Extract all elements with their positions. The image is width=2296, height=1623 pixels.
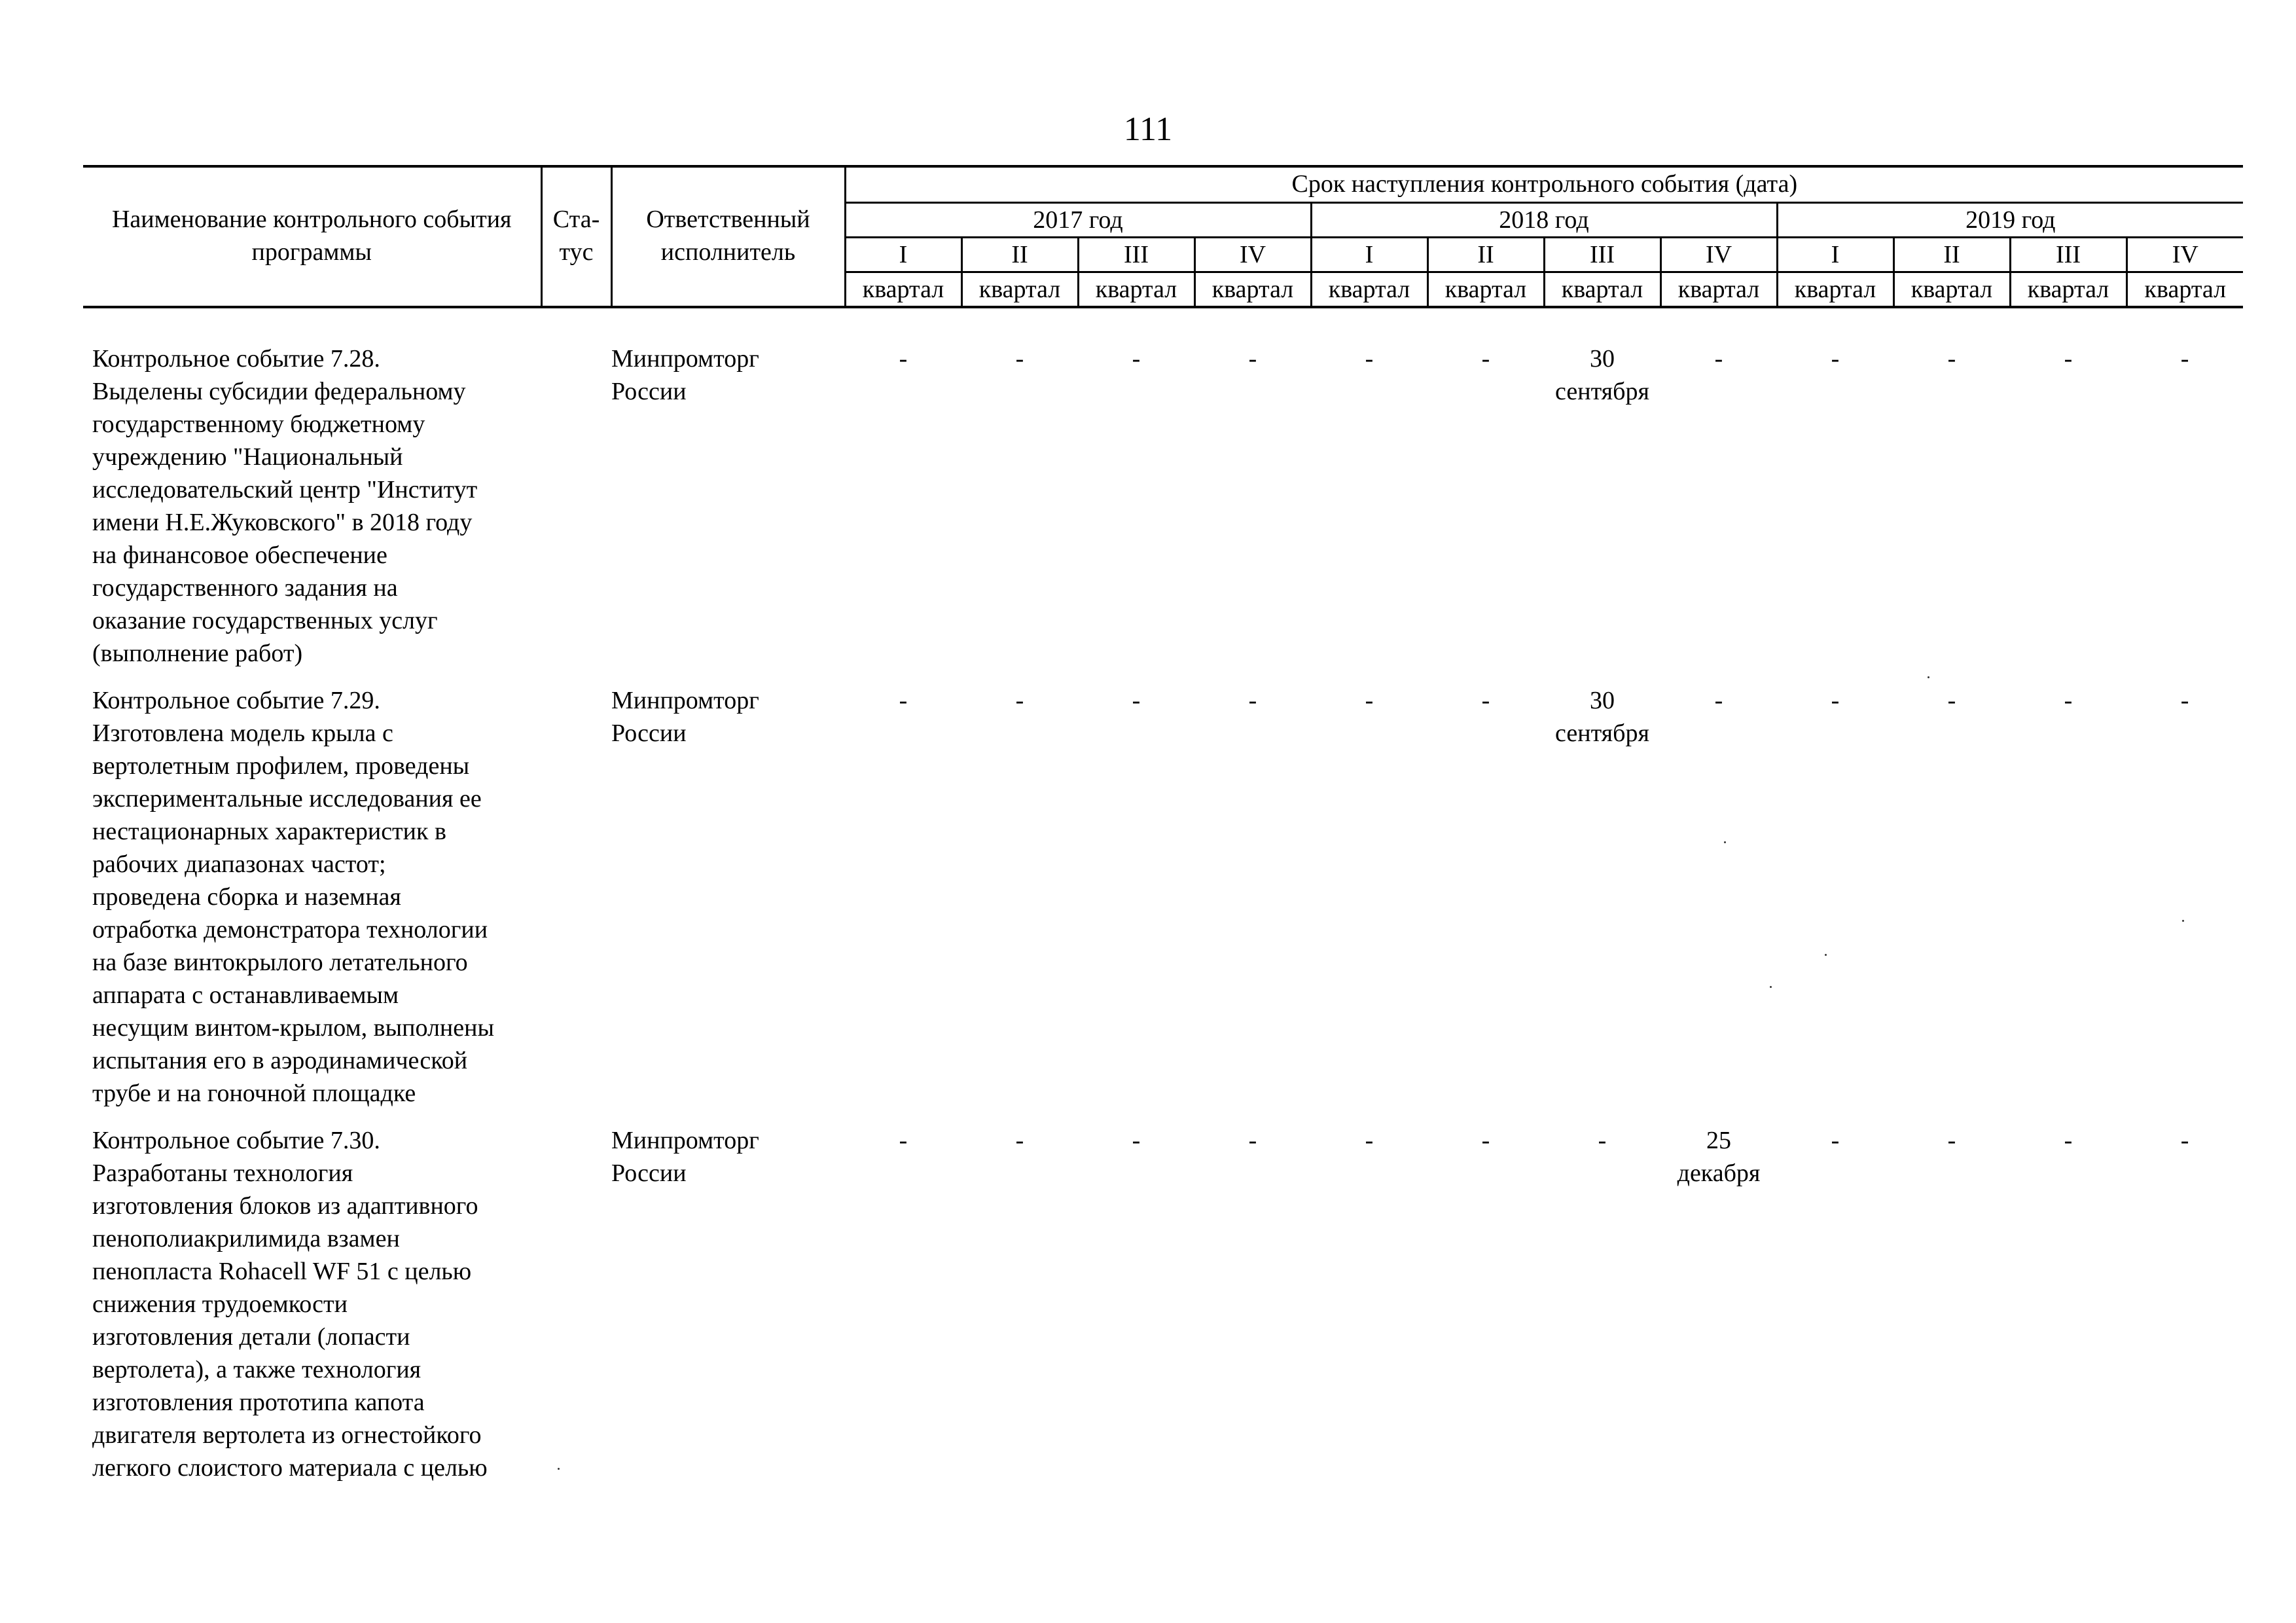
event-quarter-value: 30 bbox=[1590, 687, 1615, 714]
header-event-name bbox=[83, 166, 541, 307]
event-name-line: несущим винтом-крылом, выполнены bbox=[92, 1014, 494, 1042]
event-name-line: пенопласта Rohacell WF 51 с целью bbox=[92, 1258, 472, 1285]
header-quarter bbox=[1311, 238, 1427, 308]
header-quarter-word: квартал bbox=[846, 271, 961, 306]
event-quarter-value: - bbox=[1015, 345, 1024, 373]
event-name-line: учреждению "Национальный bbox=[92, 443, 403, 471]
event-quarter-cell bbox=[2010, 1124, 2126, 1484]
header-quarter bbox=[845, 238, 961, 308]
event-name-cell bbox=[83, 342, 541, 670]
event-executor-line: России bbox=[611, 720, 687, 747]
header-quarter bbox=[1194, 238, 1311, 308]
event-name-line: легкого слоистого материала с целью bbox=[92, 1454, 488, 1482]
header-quarter-number: IV bbox=[1705, 241, 1732, 268]
event-status-cell bbox=[541, 684, 611, 1110]
header-quarter-word: квартал bbox=[2011, 271, 2126, 306]
event-name-line: исследовательский центр "Институт bbox=[92, 476, 478, 503]
event-name-line: проведена сборка и наземная bbox=[92, 883, 401, 911]
event-quarter-value: - bbox=[2064, 687, 2073, 714]
event-quarter-cell bbox=[961, 684, 1078, 1110]
event-quarter-cell bbox=[1311, 342, 1427, 670]
event-executor-line: России bbox=[611, 1159, 687, 1187]
header-quarter-number: II bbox=[1477, 241, 1494, 268]
scan-speck bbox=[1770, 986, 1772, 988]
event-quarter-cell bbox=[1544, 342, 1660, 670]
event-quarter-cell bbox=[1893, 684, 2010, 1110]
header-quarter bbox=[1660, 238, 1777, 308]
event-quarter-value: - bbox=[1947, 1127, 1956, 1154]
event-quarter-value: - bbox=[1365, 1127, 1374, 1154]
event-quarter-cell bbox=[1777, 684, 1893, 1110]
header-quarter-number: III bbox=[2056, 241, 2081, 268]
event-quarter-cell bbox=[2010, 342, 2126, 670]
event-name-line: вертолета), а также технология bbox=[92, 1356, 422, 1383]
header-quarter-number: I bbox=[899, 241, 908, 268]
event-name-line: имени Н.Е.Жуковского" в 2018 году bbox=[92, 509, 473, 536]
event-name-line: экспериментальные исследования ее bbox=[92, 785, 482, 812]
event-name-cell bbox=[83, 1124, 541, 1484]
event-quarter-value: 25 bbox=[1706, 1127, 1731, 1154]
event-quarter-value: - bbox=[1132, 1127, 1141, 1154]
header-executor-line: Ответственный bbox=[646, 206, 810, 233]
header-status-line: Ста- bbox=[552, 206, 600, 233]
event-name-line: Выделены субсидии федеральному bbox=[92, 378, 466, 405]
event-name-line: на базе винтокрылого летательного bbox=[92, 949, 468, 976]
event-quarter-cell bbox=[1194, 684, 1311, 1110]
header-quarter-number: IV bbox=[2172, 241, 2198, 268]
event-name-line: изготовления блоков из адаптивного bbox=[92, 1192, 478, 1220]
header-deadline: Срок наступления контрольного события (дата) bbox=[845, 166, 2243, 203]
header-executor-line: исполнитель bbox=[660, 238, 796, 266]
event-quarter-value: - bbox=[1714, 345, 1723, 373]
header-quarter-number: IV bbox=[1239, 241, 1266, 268]
header-event-name-line: программы bbox=[251, 238, 372, 266]
header-status bbox=[541, 166, 611, 307]
event-quarter-cell bbox=[2126, 1124, 2243, 1484]
header-executor bbox=[611, 166, 845, 307]
event-executor-cell bbox=[611, 342, 845, 670]
header-quarter-word: квартал bbox=[1662, 271, 1776, 306]
event-executor-line: России bbox=[611, 378, 687, 405]
event-quarter-cell bbox=[1194, 1124, 1311, 1484]
event-name-line: Контрольное событие 7.28. bbox=[92, 345, 380, 373]
event-quarter-value: - bbox=[1831, 687, 1840, 714]
table-row bbox=[83, 684, 2243, 1110]
scan-speck bbox=[558, 1468, 560, 1470]
event-name-line: трубе и на гоночной площадке bbox=[92, 1080, 416, 1107]
event-name-cell bbox=[83, 684, 541, 1110]
event-name-line: отработка демонстратора технологии bbox=[92, 916, 488, 943]
scan-speck bbox=[1928, 676, 1929, 678]
event-name-line: снижения трудоемкости bbox=[92, 1290, 348, 1318]
event-quarter-value: - bbox=[1132, 687, 1141, 714]
event-name-line: оказание государственных услуг bbox=[92, 607, 438, 634]
event-quarter-cell bbox=[961, 1124, 1078, 1484]
event-quarter-value: - bbox=[1947, 345, 1956, 373]
event-quarter-value: - bbox=[1481, 1127, 1490, 1154]
event-executor-cell bbox=[611, 684, 845, 1110]
event-quarter-value: - bbox=[1831, 345, 1840, 373]
event-quarter-value: сентября bbox=[1555, 378, 1649, 405]
header-year: 2018 год bbox=[1311, 203, 1777, 238]
event-quarter-cell bbox=[1660, 684, 1777, 1110]
event-quarter-value: - bbox=[1481, 687, 1490, 714]
scan-speck bbox=[1724, 841, 1726, 843]
event-name-line: государственному бюджетному bbox=[92, 410, 425, 438]
event-name-line: вертолетным профилем, проведены bbox=[92, 752, 470, 780]
header-quarter-word: квартал bbox=[1312, 271, 1427, 306]
header-quarter bbox=[2010, 238, 2126, 308]
event-executor-line: Минпромторг bbox=[611, 1127, 759, 1154]
table-row bbox=[83, 342, 2243, 670]
header-quarter-word: квартал bbox=[1079, 271, 1194, 306]
event-quarter-value: - bbox=[2180, 687, 2189, 714]
event-quarter-value: - bbox=[1598, 1127, 1607, 1154]
event-quarter-cell bbox=[845, 684, 961, 1110]
header-quarter-number: I bbox=[1365, 241, 1374, 268]
event-quarter-cell bbox=[1427, 684, 1544, 1110]
event-quarter-value: - bbox=[899, 345, 908, 373]
header-quarter bbox=[2126, 238, 2243, 308]
event-name-line: изготовления прототипа капота bbox=[92, 1389, 425, 1416]
event-quarter-value: - bbox=[1248, 687, 1257, 714]
table-body bbox=[83, 307, 2243, 1484]
event-quarter-cell bbox=[1893, 1124, 2010, 1484]
event-quarter-cell bbox=[1427, 1124, 1544, 1484]
event-quarter-value: - bbox=[2180, 1127, 2189, 1154]
scan-speck bbox=[1825, 954, 1827, 956]
header-quarter-word: квартал bbox=[1545, 271, 1660, 306]
header-quarter bbox=[1078, 238, 1194, 308]
event-quarter-value: - bbox=[899, 687, 908, 714]
header-quarter-number: III bbox=[1124, 241, 1149, 268]
event-quarter-cell bbox=[1544, 684, 1660, 1110]
event-quarter-cell bbox=[1311, 1124, 1427, 1484]
event-name-line: испытания его в аэродинамической bbox=[92, 1047, 468, 1074]
event-status-cell bbox=[541, 1124, 611, 1484]
header-quarter-word: квартал bbox=[1196, 271, 1310, 306]
header-quarter-number: III bbox=[1590, 241, 1615, 268]
event-name-line: пенополиакрилимида взамен bbox=[92, 1225, 400, 1252]
event-quarter-value: - bbox=[1365, 687, 1374, 714]
event-name-line: государственного задания на bbox=[92, 574, 398, 602]
header-status-line: тус bbox=[559, 238, 594, 266]
header-quarter bbox=[1777, 238, 1893, 308]
event-quarter-value: - bbox=[1481, 345, 1490, 373]
event-executor-cell bbox=[611, 1124, 845, 1484]
event-quarter-cell bbox=[1660, 1124, 1777, 1484]
event-quarter-cell bbox=[2126, 342, 2243, 670]
event-quarter-cell bbox=[1078, 684, 1194, 1110]
event-quarter-value: сентября bbox=[1555, 720, 1649, 747]
scan-speck bbox=[2182, 920, 2184, 922]
header-quarter bbox=[1893, 238, 2010, 308]
event-status-cell bbox=[541, 342, 611, 670]
event-quarter-cell bbox=[1777, 1124, 1893, 1484]
event-quarter-cell bbox=[1194, 342, 1311, 670]
event-executor-line: Минпромторг bbox=[611, 345, 759, 373]
event-quarter-cell bbox=[1311, 684, 1427, 1110]
header-event-name-line: Наименование контрольного события bbox=[111, 206, 512, 233]
event-quarter-cell bbox=[2126, 684, 2243, 1110]
header-quarter-number: I bbox=[1831, 241, 1840, 268]
event-quarter-cell bbox=[845, 342, 961, 670]
event-quarter-value: - bbox=[1132, 345, 1141, 373]
event-name-line: нестационарных характеристик в bbox=[92, 818, 446, 845]
event-quarter-cell bbox=[1660, 342, 1777, 670]
event-name-line: (выполнение работ) bbox=[92, 640, 303, 667]
event-quarter-value: - bbox=[1714, 687, 1723, 714]
header-year: 2017 год bbox=[845, 203, 1311, 238]
event-quarter-cell bbox=[1777, 342, 1893, 670]
event-quarter-cell bbox=[1078, 1124, 1194, 1484]
event-name-line: изготовления детали (лопасти bbox=[92, 1323, 410, 1351]
event-quarter-value: - bbox=[1947, 687, 1956, 714]
event-quarter-value: - bbox=[899, 1127, 908, 1154]
event-quarter-value: - bbox=[1015, 1127, 1024, 1154]
event-quarter-value: - bbox=[1248, 345, 1257, 373]
event-executor-line: Минпромторг bbox=[611, 687, 759, 714]
event-name-line: на финансовое обеспечение bbox=[92, 541, 387, 569]
header-quarter-word: квартал bbox=[963, 271, 1077, 306]
event-name-line: Контрольное событие 7.29. bbox=[92, 687, 380, 714]
header-quarter-word: квартал bbox=[1895, 271, 2009, 306]
event-quarter-cell bbox=[961, 342, 1078, 670]
event-quarter-cell bbox=[1078, 342, 1194, 670]
header-quarter bbox=[961, 238, 1078, 308]
event-quarter-cell bbox=[1427, 342, 1544, 670]
event-name-line: Разработаны технология bbox=[92, 1159, 353, 1187]
control-events-table bbox=[83, 165, 2243, 1484]
header-quarter bbox=[1427, 238, 1544, 308]
header-quarter-number: II bbox=[1943, 241, 1960, 268]
event-quarter-cell bbox=[2010, 684, 2126, 1110]
event-quarter-value: - bbox=[1365, 345, 1374, 373]
event-quarter-value: - bbox=[2064, 345, 2073, 373]
table-row bbox=[83, 1124, 2243, 1484]
header-quarter-number: II bbox=[1011, 241, 1028, 268]
event-quarter-value: - bbox=[1248, 1127, 1257, 1154]
event-name-line: аппарата с останавливаемым bbox=[92, 981, 399, 1009]
event-name-line: Изготовлена модель крыла с bbox=[92, 720, 393, 747]
event-quarter-value: декабря bbox=[1677, 1159, 1761, 1187]
event-quarter-value: - bbox=[2064, 1127, 2073, 1154]
event-quarter-value: 30 bbox=[1590, 345, 1615, 373]
event-quarter-cell bbox=[845, 1124, 961, 1484]
event-name-line: двигателя вертолета из огнестойкого bbox=[92, 1421, 482, 1449]
event-quarter-cell bbox=[1893, 342, 2010, 670]
header-quarter-word: квартал bbox=[1429, 271, 1543, 306]
event-quarter-value: - bbox=[2180, 345, 2189, 373]
event-quarter-cell bbox=[1544, 1124, 1660, 1484]
page-number: 111 bbox=[1123, 111, 1173, 148]
event-quarter-value: - bbox=[1831, 1127, 1840, 1154]
header-quarter-word: квартал bbox=[1778, 271, 1893, 306]
table-header bbox=[83, 166, 2243, 307]
header-quarter-word: квартал bbox=[2128, 271, 2244, 306]
event-name-line: рабочих диапазонах частот; bbox=[92, 850, 386, 878]
event-name-line: Контрольное событие 7.30. bbox=[92, 1127, 380, 1154]
header-year: 2019 год bbox=[1777, 203, 2243, 238]
event-quarter-value: - bbox=[1015, 687, 1024, 714]
header-quarter bbox=[1544, 238, 1660, 308]
